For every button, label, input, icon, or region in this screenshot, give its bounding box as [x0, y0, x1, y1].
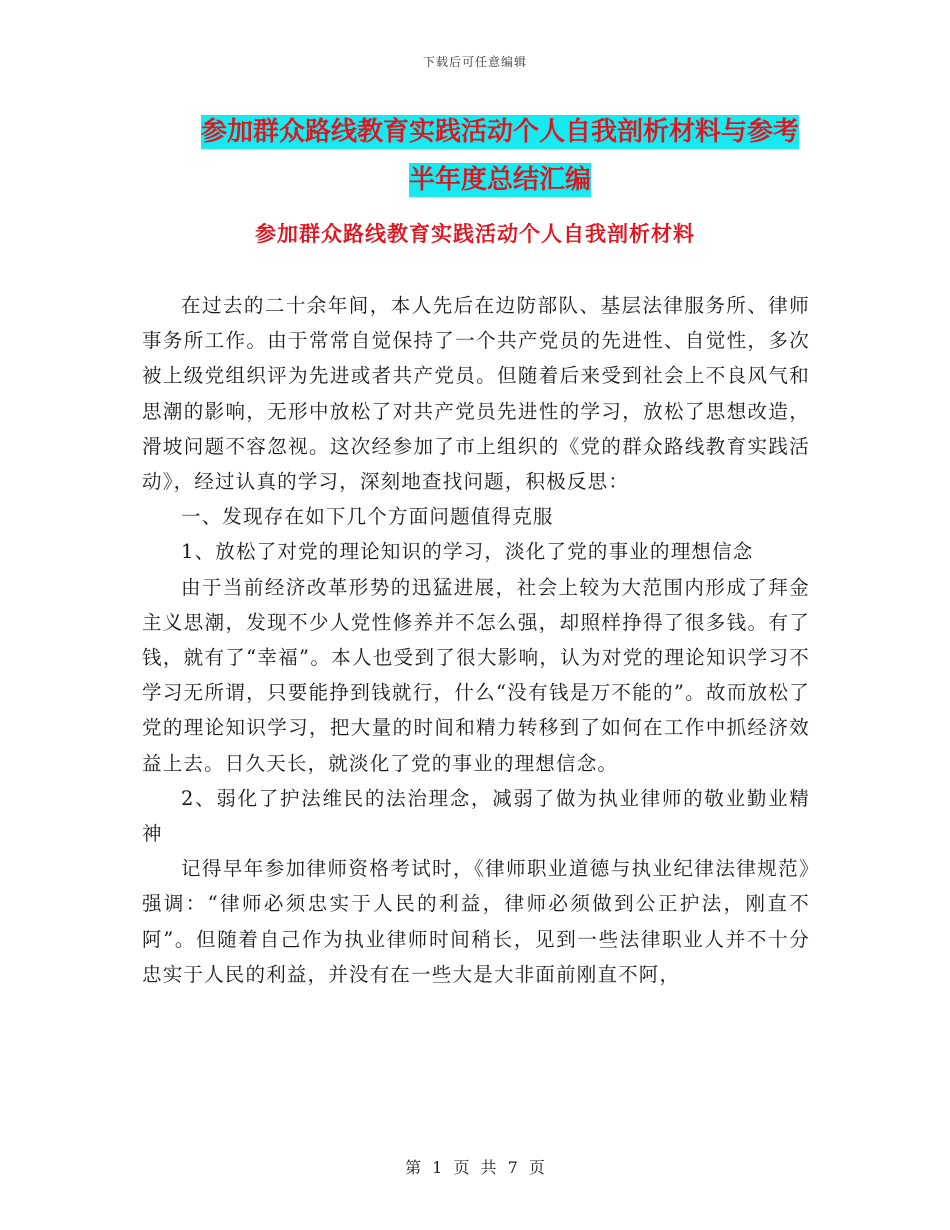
document-title: [140, 108, 860, 204]
body-text: [142, 288, 810, 992]
section-title: 参加群众路线教育实践活动个人自我剖析材料: [255, 222, 695, 246]
paragraph-item-2: 记得早年参加律师资格考试时，《律师职业道德与执业纪律法律规范》强调：“律师必须忠实于人民的利益，律师必须做到公正护法，刚直不阿”。但随着自己作为执业律师时间稍长，见到一些法律职业人并不十分忠实于人民的利益，并没有在一些大是大非面前刚直不阿，: [142, 857, 810, 986]
title-line-2-text: 半年度总结汇编: [408, 165, 591, 195]
title-line-1: [140, 108, 860, 156]
paragraph-intro: 在过去的二十余年间，本人先后在边防部队、基层法律服务所、律师事务所工作。由于常常自觉保持了一个共产党员的先进性、自觉性，多次被上级党组织评为先进或者共产党员。但随着后来受到社会上不良风气和思潮的影响，无形中放松了对共产党员先进性的学习，放松了思想改造，滑坡问题不容忽视。这次经参加了市上组织的《党的群众路线教育实践活动》，经过认真的学习，深刻地查找问题，积极反思：: [142, 294, 810, 494]
heading-item-2: 2、弱化了护法维民的法治理念，减弱了做为执业律师的敬业勤业精神: [142, 786, 810, 846]
paragraph-item-1: 由于当前经济改革形势的迅猛进展，社会上较为大范围内形成了拜金主义思潮，发现不少人党性修养并不怎么强，却照样挣得了很多钱。有了钱，就有了“幸福”。本人也受到了很大影响，认为对党的理论知识学习不学习无所谓，只要能挣到钱就行，什么“没有钱是万不能的”。故而放松了党的理论知识学习，把大量的时间和精力转移到了如何在工作中抓经济效益上去。日久天长，就淡化了党的事业的理想信念。: [142, 575, 810, 775]
title-line-2: [140, 156, 860, 204]
title-line-1-text: 参加群众路线教育实践活动个人自我剖析材料与参考: [200, 117, 799, 147]
header-note: 下载后可任意编辑: [422, 55, 527, 69]
heading-section-1: 一、发现存在如下几个方面问题值得克服: [181, 505, 554, 529]
page-footer: 第 1 页 共 7 页: [405, 1158, 545, 1177]
heading-item-1: 1、放松了对党的理论知识的学习，淡化了党的事业的理想信念: [181, 540, 754, 564]
